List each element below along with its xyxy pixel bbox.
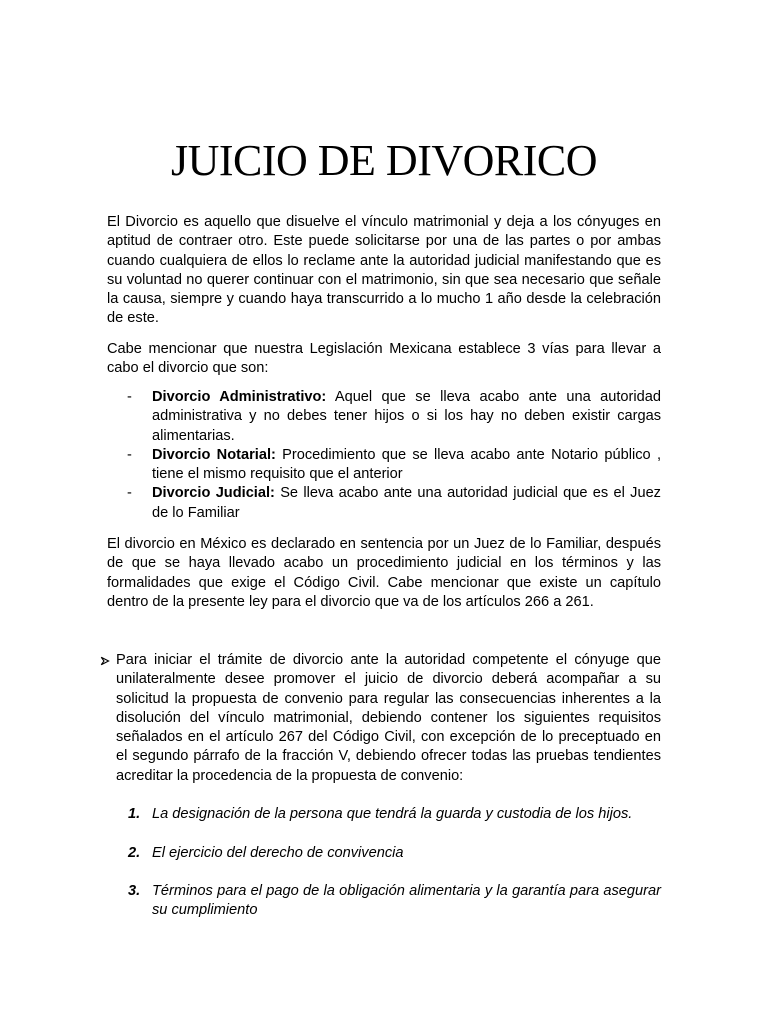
page-title: JUICIO DE DIVORICO	[170, 136, 598, 185]
list-item	[127, 484, 661, 523]
divorce-types-list	[127, 388, 661, 523]
dash-bullet: -	[127, 446, 132, 463]
list-item-text: La designación de la persona que tendrá la guarda y custodia de los hijos.	[152, 806, 633, 822]
intro-paragraph: El Divorcio es aquello que disuelve el vínculo matrimonial y deja a los cónyuges en aptitud de contraer otro. Este puede solicitarse por una de las partes o por ambas cuando cualquiera de ellos lo reclame ante la autoridad judicial manifestando que es su voluntad no querer continuar con el matrimonio, sin que sea necesario que señale la causa, siempre y cuando haya transcurrido a lo mucho 1 año desde la celebración de este.	[107, 214, 661, 327]
list-item-term: Divorcio Notarial:	[152, 446, 276, 463]
list-item-text: Procedimiento que se lleva acabo ante Notario público , tiene el mismo requisito que el anterior	[152, 446, 661, 483]
mexico-divorce-paragraph: El divorcio en México es declarado en sentencia por un Juez de lo Familiar, después de que se haya llevado acabo un procedimiento judicial en los términos y las formalidades que exige el Código Civil. Cabe mencionar que existe un capítulo dentro de la presente ley para el divorcio que va de los artículos 266 a 261.	[107, 536, 661, 610]
list-item	[127, 446, 661, 485]
procedure-bullet	[100, 651, 661, 786]
list-item-text: El ejercicio del derecho de convivencia	[152, 845, 404, 861]
list-item	[128, 882, 661, 921]
dash-bullet: -	[127, 485, 132, 502]
list-item	[128, 844, 661, 863]
dash-bullet: -	[127, 389, 132, 405]
list-item-number: 2.	[128, 845, 141, 861]
list-item	[128, 805, 661, 824]
list-item-text: Términos para el pago de la obligación alimentaria y la garantía para asegurar su cumplimiento	[152, 883, 661, 919]
list-item	[127, 388, 661, 446]
divorce-types-intro: Cabe mencionar que nuestra Legislación Mexicana establece 3 vías para llevar a cabo el divorcio que son:	[107, 341, 661, 377]
list-item-number: 1.	[128, 806, 141, 822]
list-item-text: Se lleva acabo ante una autoridad judicial que es el Juez de lo Familiar	[152, 485, 661, 521]
list-item-term: Divorcio Administrativo:	[152, 389, 327, 405]
list-item-term: Divorcio Judicial:	[152, 485, 275, 502]
list-item-text: Aquel que se lleva acabo ante una autoridad administrativa y no debes tener hijos o si los hay no deben existir cargas alimentarias.	[152, 389, 661, 444]
list-item-number: 3.	[128, 883, 141, 899]
arrow-bullet-icon	[100, 656, 110, 666]
procedure-text: Para iniciar el trámite de divorcio ante la autoridad competente el cónyuge que unilateralmente desee promover el juicio de divorcio deberá acompañar a su solicitud la propuesta de convenio para regular las consecuencias inherentes a la disolución del vínculo matrimonial, debiendo contener los siguientes requisitos señalados en el artículo 267 del Código Civil, con excepción de lo preceptuado en el segundo párrafo de la fracción V, debiendo ofrecer todas las pruebas tendientes acreditar la procedencia de la propuesta de convenio:	[116, 652, 661, 784]
